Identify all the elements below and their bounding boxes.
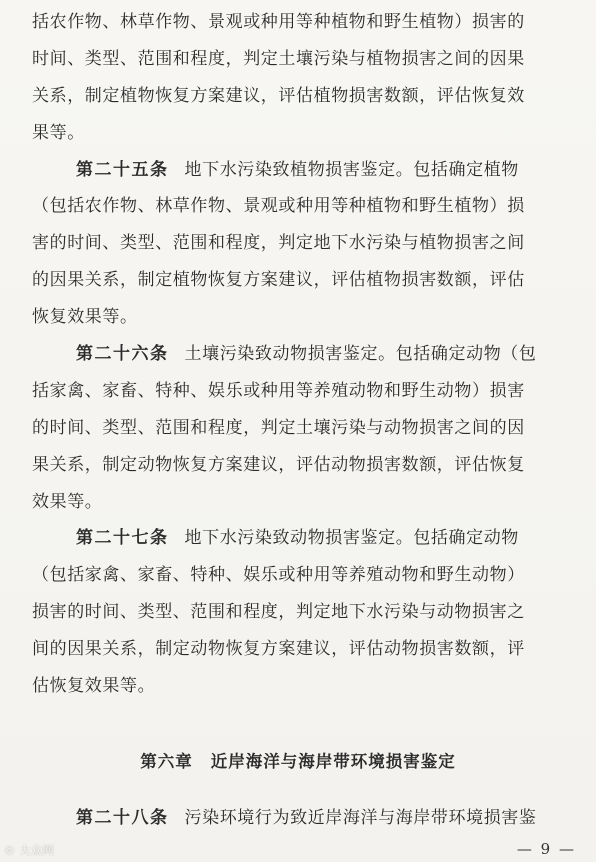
chapter-number: 第六章 <box>140 752 193 771</box>
text-line: 括农作物、林草作物、景观或种用等种植物和野生植物）损害的 <box>32 12 525 32</box>
article-heading: 第二十五条 <box>76 159 169 180</box>
article-first-text: 地下水污染致动物损害鉴定。包括确定动物 <box>184 528 519 549</box>
text-line: 时间、类型、范围和程度，判定土壤污染与植物损害之间的因果 <box>32 48 525 69</box>
article-first-line <box>32 336 584 373</box>
text-line: 括家禽、家畜、特种、娱乐或种用等养殖动物和野生动物）损害 <box>32 380 525 401</box>
chapter-heading <box>0 744 596 780</box>
article-heading: 第二十六条 <box>76 344 169 365</box>
text-line: 恢复效果等。 <box>32 307 138 328</box>
article-first-line <box>32 152 584 189</box>
article-first-text: 土壤污染致动物损害鉴定。包括确定动物（包 <box>184 344 537 365</box>
text-line: （包括农作物、林草作物、景观或种用等种植物和野生植物）损 <box>32 196 525 217</box>
watermark-logo: © 大众网 <box>4 844 54 857</box>
text-line: 关系，制定植物恢复方案建议，评估植物损害数额，评估恢复效 <box>32 85 525 106</box>
chapter-title: 近岸海洋与海岸带环境损害鉴定 <box>210 752 456 771</box>
page-number: — 9 — <box>516 840 576 858</box>
text-line: 果关系，制定动物恢复方案建议，评估动物损害数额，评估恢复 <box>32 454 525 475</box>
article-first-text: 污染环境行为致近岸海洋与海岸带环境损害鉴 <box>184 808 537 828</box>
article-28 <box>32 800 592 837</box>
text-line: （包括家禽、家畜、特种、娱乐或种用等养殖动物和野生动物） <box>32 565 525 586</box>
article-first-line <box>32 800 592 837</box>
article-25 <box>32 152 584 336</box>
article-heading: 第二十八条 <box>76 808 169 828</box>
text-line: 果等。 <box>32 122 85 143</box>
article-26 <box>32 336 584 520</box>
article-first-text: 地下水污染致植物损害鉴定。包括确定植物 <box>184 159 519 180</box>
article-first-line <box>32 520 584 557</box>
text-line: 效果等。 <box>32 491 103 512</box>
text-line: 害的时间、类型、范围和程度，判定地下水污染与植物损害之间 <box>32 233 525 254</box>
article-heading: 第二十七条 <box>76 528 169 549</box>
text-line: 损害的时间、类型、范围和程度，判定地下水污染与动物损害之 <box>32 602 525 623</box>
body-text <box>32 4 584 705</box>
text-line: 间的因果关系，制定动物恢复方案建议，评估动物损害数额，评 <box>32 639 525 660</box>
text-line: 的因果关系，制定植物恢复方案建议，评估植物损害数额，评估 <box>32 270 525 291</box>
text-line: 的时间、类型、范围和程度，判定土壤污染与动物损害之间的因 <box>32 417 525 438</box>
article-27 <box>32 520 584 704</box>
text-line: 估恢复效果等。 <box>32 676 156 697</box>
